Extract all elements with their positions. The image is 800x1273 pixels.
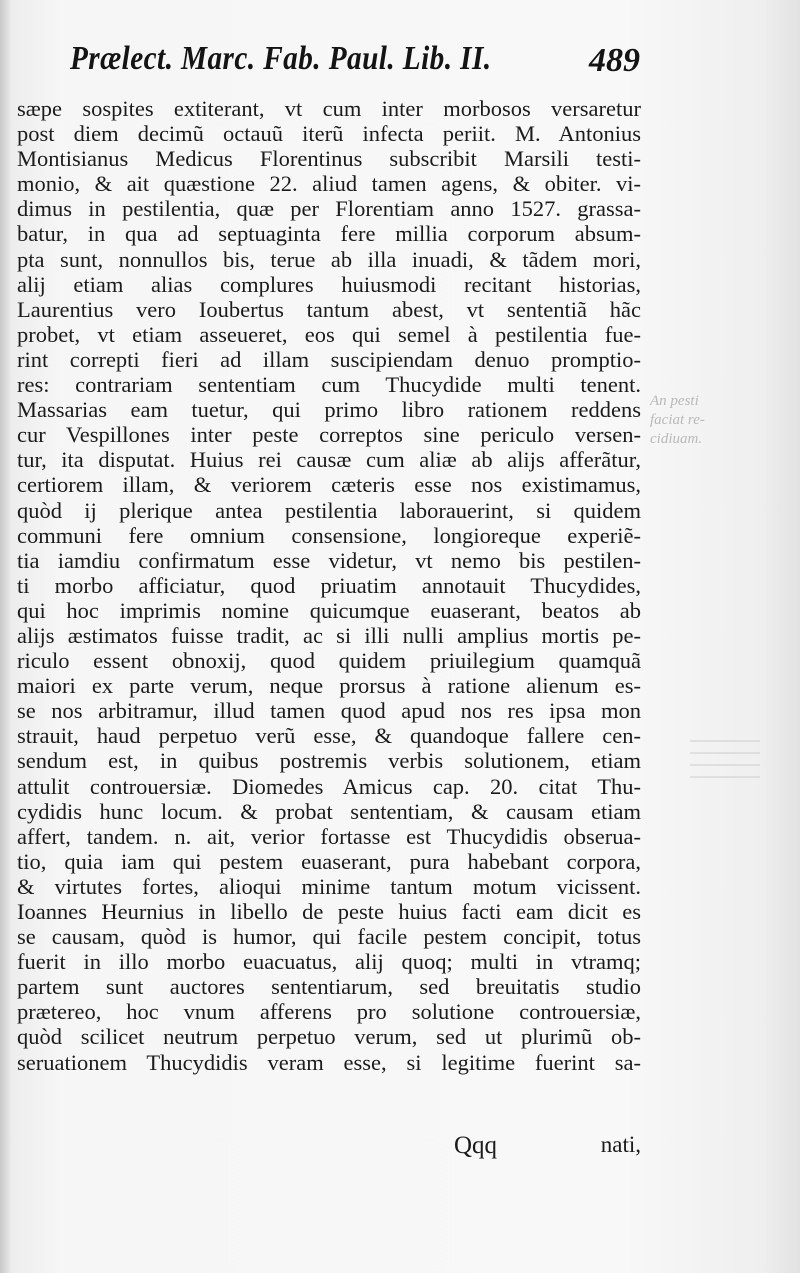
text-line: rint correpti fieri ad illam suscipiendam denuo promptio- (17, 346, 641, 372)
text-line: res: contrariam sententiam cum Thucydide multi tenent. (17, 372, 641, 398)
text-line: probet, vt etiam asseueret, eos qui semel à pestilentia fue- (17, 321, 641, 347)
text-line: fuerit in illo morbo euacuatus, alij quoq; multi in vtramq; (17, 949, 641, 975)
text-line: tio, quia iam qui pestem euaserant, pura habebant corpora, (17, 848, 641, 874)
text-line: communi fere omnium consensione, longioreque experiẽ- (17, 522, 641, 548)
text-line: seruationem Thucydidis veram esse, si legitime fuerint sa- (17, 1049, 641, 1075)
signature-mark: Qqq (454, 1132, 498, 1159)
text-line: & virtutes fortes, alioqui minime tantum motum vicissent. (17, 873, 641, 899)
text-line: ti morbo afficiatur, quod priuatim annotauit Thucydides, (17, 572, 641, 598)
text-line: maiori ex parte verum, neque prorsus à ratione alienum es- (17, 673, 641, 699)
text-line: qui hoc imprimis nomine quicumque euaserant, beatos ab (17, 597, 641, 623)
text-line: batur, in qua ad septuaginta fere millia corporum absum- (17, 221, 641, 247)
text-line: prætereo, hoc vnum afferens pro solutione controuersiæ, (17, 999, 641, 1025)
text-line: pta sunt, nonnullos bis, terue ab illa inuadi, & tãdem mori, (17, 246, 641, 272)
running-head: Prælect. Marc. Fab. Paul. Lib. II. (70, 40, 492, 77)
text-line: Montisianus Medicus Florentinus subscribit Marsili testi- (17, 146, 641, 172)
marginal-note-line: cidiuam. (650, 431, 703, 447)
text-line: se nos arbitramur, illud tamen quod apud nos res ipsa mon (17, 698, 641, 724)
text-line: monio, & ait quæstione 22. aliud tamen agens, & obiter. vi- (17, 171, 641, 197)
text-line: certiorem illam, & veriorem cæteris esse nos existimamus, (17, 472, 641, 498)
text-line: quòd scilicet neutrum perpetuo verum, sed ut plurimũ ob- (17, 1024, 641, 1050)
show-through-text (690, 730, 760, 810)
catchword: nati, (600, 1132, 641, 1157)
text-line: Ioannes Heurnius in libello de peste huius facti eam dicit es (17, 899, 641, 924)
text-line: strauit, haud perpetuo verũ esse, & quandoque fallere cen- (17, 723, 641, 749)
page-number: 489 (589, 42, 640, 79)
text-line: alij etiam alias complures huiusmodi recitant historias, (17, 271, 641, 297)
page-footer (17, 1132, 641, 1162)
marginal-note-line: faciat re- (650, 412, 705, 428)
marginal-note-line: An pesti (650, 393, 699, 409)
text-line: tur, ita disputat. Huius rei causæ cum aliæ ab alijs afferãtur, (17, 447, 641, 473)
marginal-note (650, 392, 730, 449)
text-line: cydidis hunc locum. & probat sententiam, & causam etiam (17, 798, 641, 824)
text-line: affert, tandem. n. ait, verior fortasse est Thucydidis obserua- (17, 823, 641, 849)
text-line: dimus in pestilentia, quæ per Florentiam anno 1527. grassa- (17, 196, 641, 222)
text-line: Massarias eam tuetur, qui primo libro rationem reddens (17, 397, 641, 423)
text-line: post diem decimũ octauũ iterũ infecta periit. M. Antonius (17, 121, 641, 147)
text-line: partem sunt auctores sententiarum, sed breuitatis studio (17, 974, 641, 1000)
text-line: sendum est, in quibus postremis verbis solutionem, etiam (17, 748, 641, 774)
text-line: sæpe sospites extiterant, vt cum inter morbosos versaretur (17, 96, 641, 121)
page-header (70, 40, 640, 90)
text-line: cur Vespillones inter peste correptos sine periculo versen- (17, 422, 641, 448)
text-line: se causam, quòd is humor, qui facile pestem concipit, totus (17, 924, 641, 950)
text-line: attulit controuersiæ. Diomedes Amicus cap. 20. citat Thu- (17, 773, 641, 799)
text-line: alijs æstimatos fuisse tradit, ac si illi nulli amplius mortis pe- (17, 622, 641, 648)
text-line: tia iamdiu confirmatum esse videtur, vt nemo bis pestilen- (17, 547, 641, 573)
text-line: Laurentius vero Ioubertus tantum abest, vt sententiã hãc (17, 296, 641, 322)
text-line: riculo essent obnoxij, quod quidem priuilegium quamquã (17, 648, 641, 674)
body-text (17, 96, 641, 1075)
text-line: quòd ij plerique antea pestilentia laborauerint, si quidem (17, 497, 641, 523)
